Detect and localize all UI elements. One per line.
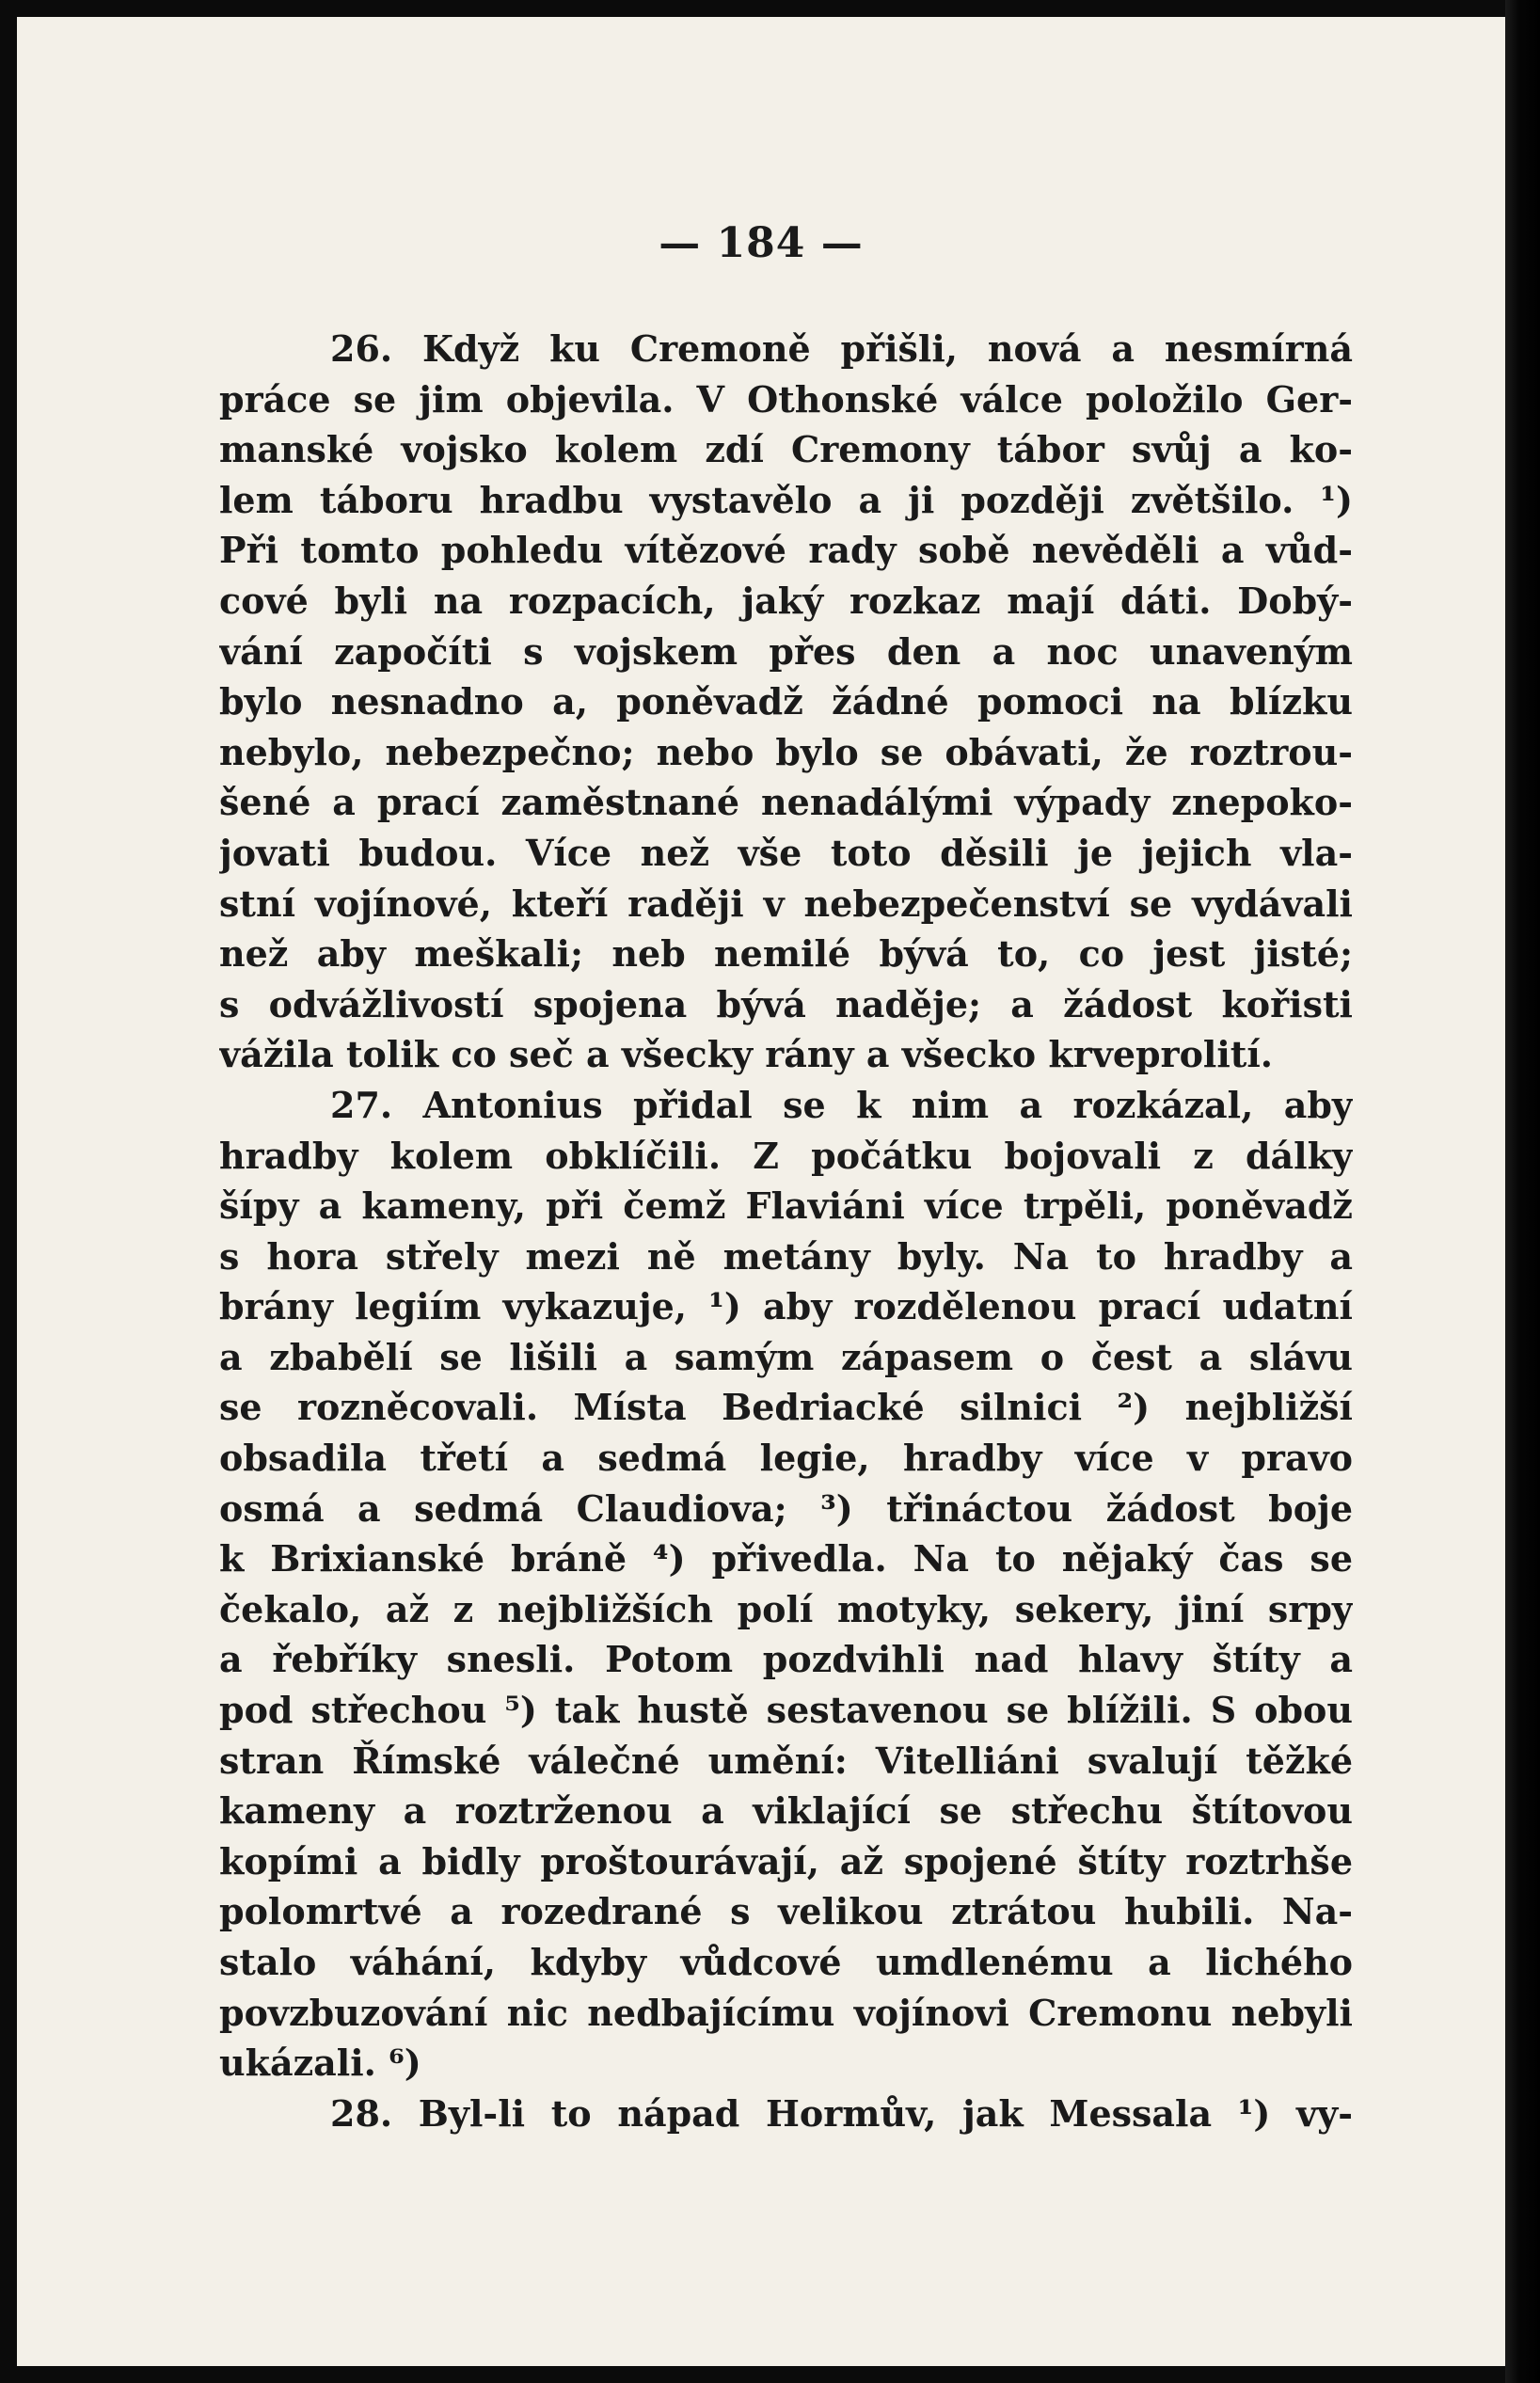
- text-line: k Brixianské bráně ⁴) přivedla. Na to nějaký čas se: [219, 1537, 1353, 1581]
- text-line: nebylo, nebezpečno; nebo bylo se obávati, že roztrou-: [219, 730, 1353, 773]
- text-line: ukázali. ⁶): [219, 2041, 421, 2085]
- book-page: [17, 17, 1505, 2366]
- text-line: polomrtvé a rozedrané s velikou ztrátou hubili. Na-: [219, 1890, 1353, 1933]
- text-line: čekalo, až z nejbližších polí motyky, sekery, jiní srpy: [219, 1587, 1353, 1630]
- text-line: brány legiím vykazuje, ¹) aby rozdělenou prací udatní: [219, 1285, 1353, 1328]
- text-line: a zbabělí se lišili a samým zápasem o čest a slávu: [219, 1335, 1353, 1378]
- body-text: [219, 324, 1353, 2138]
- text-line: kameny a roztrženou a viklající se střechu štítovou: [219, 1789, 1353, 1833]
- text-line: vání započíti s vojskem přes den a noc unaveným: [219, 629, 1353, 673]
- text-line: se rozněcovali. Místa Bedriacké silnici ²) nejbližší: [219, 1386, 1353, 1429]
- text-line: s hora střely mezi ně metány byly. Na to hradby a: [219, 1234, 1353, 1278]
- text-line: 26. Když ku Cremoně přišli, nová a nesmírná: [330, 327, 1353, 370]
- text-line: obsadila třetí a sedmá legie, hradby více v pravo: [219, 1437, 1353, 1480]
- text-line: vážila tolik co seč a všecky rány a všecko krveprolití.: [219, 1033, 1274, 1076]
- text-line: šípy a kameny, při čemž Flaviáni více trpěli, poněvadž: [219, 1184, 1353, 1228]
- page-number: — 184 —: [659, 219, 864, 267]
- page-edge-shadow: [1505, 0, 1540, 2383]
- text-line: bylo nesnadno a, poněvadž žádné pomoci na blízku: [219, 680, 1353, 723]
- text-line: pod střechou ⁵) tak hustě sestavenou se blížili. S obou: [219, 1689, 1353, 1732]
- text-line: 28. Byl-li to nápad Hormův, jak Messala ¹) vy-: [330, 2091, 1353, 2135]
- text-line: cové byli na rozpacích, jaký rozkaz mají dáti. Dobý-: [219, 579, 1353, 622]
- text-line: manské vojsko kolem zdí Cremony tábor svůj a ko-: [219, 428, 1353, 471]
- text-line: s odvážlivostí spojena bývá naděje; a žádost kořisti: [219, 982, 1353, 1025]
- text-line: práce se jim objevila. V Othonské válce položilo Ger-: [219, 377, 1353, 421]
- text-line: šené a prací zaměstnané nenadálými výpady znepoko-: [219, 781, 1353, 824]
- text-line: kopími a bidly proštourávají, až spojené štíty roztrhše: [219, 1839, 1353, 1883]
- text-line: jovati budou. Více než vše toto děsili je jejich vla-: [219, 831, 1353, 874]
- text-line: stalo váhání, kdyby vůdcové umdlenému a lichého: [219, 1941, 1353, 1983]
- text-line: stní vojínové, kteří raději v nebezpečenství se vydávali: [219, 882, 1353, 925]
- text-line: hradby kolem obklíčili. Z počátku bojovali z dálky: [219, 1134, 1353, 1177]
- text-line: stran Římské válečné umění: Vitelliáni svalují těžké: [219, 1739, 1353, 1782]
- text-line: povzbuzování nic nedbajícímu vojínovi Cremonu nebyli: [219, 1991, 1353, 2034]
- text-line: 27. Antonius přidal se k nim a rozkázal, aby: [330, 1083, 1353, 1126]
- text-line: Při tomto pohledu vítězové rady sobě nevěděli a vůd-: [219, 529, 1353, 572]
- text-line: lem táboru hradbu vystavělo a ji později zvětšilo. ¹): [219, 478, 1353, 521]
- text-line: než aby meškali; neb nemilé bývá to, co jest jisté;: [219, 932, 1353, 976]
- text-line: a řebříky snesli. Potom pozdvihli nad hlavy štíty a: [219, 1638, 1353, 1681]
- text-line: osmá a sedmá Claudiova; ³) třináctou žádost boje: [219, 1486, 1353, 1530]
